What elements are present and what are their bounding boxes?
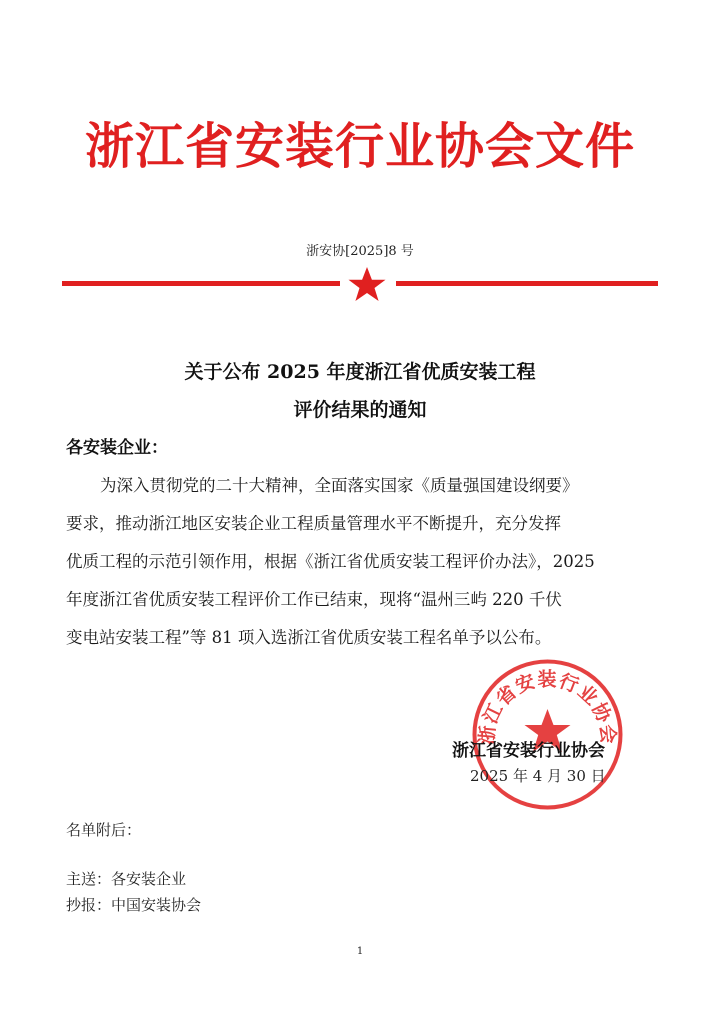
salutation: 各安装企业： [66,438,168,458]
red-star-icon [347,266,387,302]
red-rule-right [396,281,658,286]
signing-organization: 浙江省安装行业协会 [452,741,605,761]
body-line-4: 年度浙江省优质安装工程评价工作已结束，现将“温州三屿 220 千伏 [66,590,562,609]
body-line-3: 优质工程的示范引领作用，根据《浙江省优质安装工程评价办法》，2025 [66,552,595,571]
notice-title-line-2: 评价结果的通知 [293,399,427,421]
red-rule-left [62,281,340,286]
document-masthead: 浙江省安装行业协会文件 [84,118,635,175]
body-line-2: 要求，推动浙江地区安装企业工程质量管理水平不断提升，充分发挥 [66,514,561,533]
attachment-note: 名单附后： [66,821,142,839]
document-number: 浙安协[2025]8 号 [306,244,414,259]
send-to-line: 主送：各安装企业 [66,870,187,888]
body-line-1: 为深入贯彻党的二十大精神，全面落实国家《质量强国建设纲要》 [100,476,579,495]
svg-text:浙江省安装行业协会: 浙江省安装行业协会 [475,668,620,746]
notice-title-line-1: 关于公布 2025 年度浙江省优质安装工程 [184,361,536,383]
copy-to-line: 抄报：中国安装协会 [66,896,202,914]
signing-date: 2025 年 4 月 30 日 [470,767,606,785]
body-line-5: 变电站安装工程”等 81 项入选浙江省优质安装工程名单予以公布。 [66,628,552,647]
official-seal-icon [470,657,625,812]
page-number: 1 [356,946,364,957]
